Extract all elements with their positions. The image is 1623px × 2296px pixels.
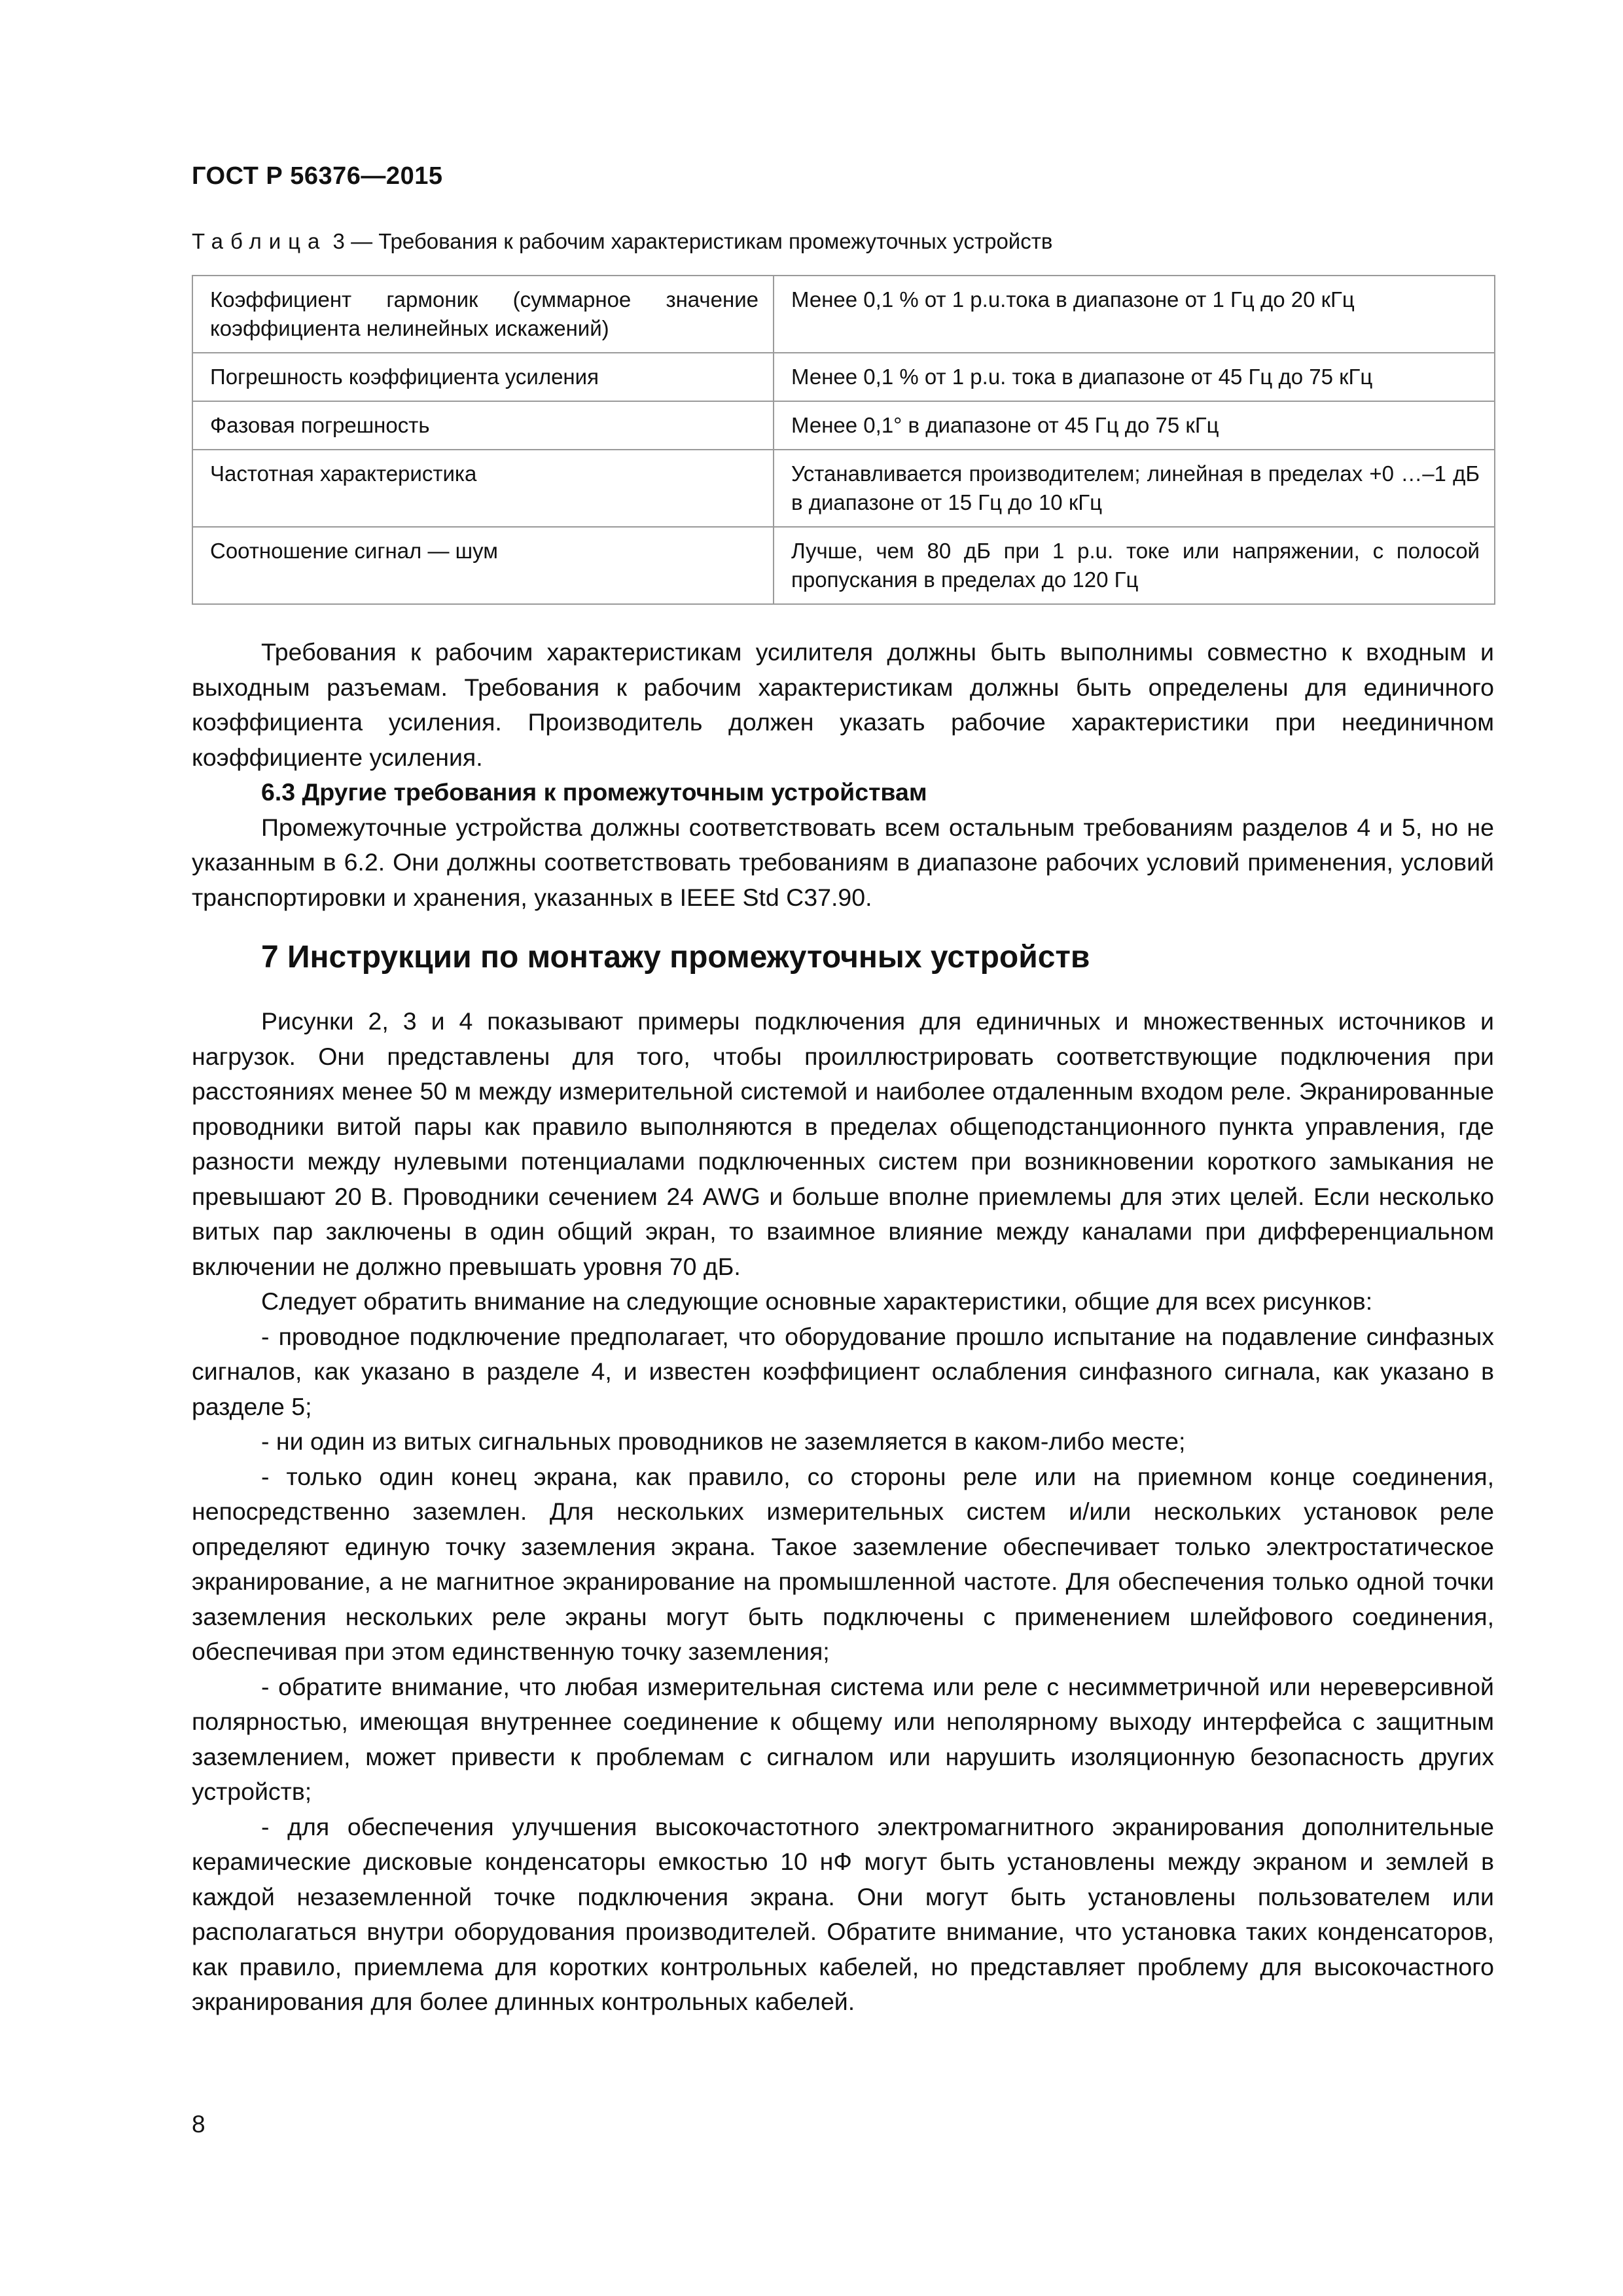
bullet-item-4: - обратите внимание, что любая измерительная система или реле с несимметричной или нереверсивной полярностью, имеющая внутреннее соединение к общему или неполярному выходу интерфейса с защитным заземлением, может привести к проблемам с сигналом или нарушить изоляционную безопасность других устройств; [192, 1672, 1494, 1805]
section-6-3-paragraph: Промежуточные устройства должны соответствовать всем остальным требованиям разделов 4 и 5, но не указанным в 6.2. Они должны соответствовать требованиям в диапазоне рабочих условий применения, условий транспортировки и хранения, указанных в IEEE Std C37.90. [192, 813, 1494, 911]
bullet-item-1: - проводное подключение предполагает, что оборудование прошло испытание на подавление синфазных сигналов, как указано в разделе 4, и известен коэффициент ослабления синфазного сигнала, как указано в разделе 5; [192, 1322, 1494, 1420]
table-caption-text: 3 — Требования к рабочим характеристикам промежуточных устройств [327, 229, 1053, 253]
table-cell-requirement: Менее 0,1° в диапазоне от 45 Гц до 75 кГц [774, 401, 1495, 450]
table-row [192, 353, 1495, 401]
section-7-heading: 7 Инструкции по монтажу промежуточных устройств [261, 940, 1090, 975]
table-cell-requirement: Менее 0,1 % от 1 p.u. тока в диапазоне от 45 Гц до 75 кГц [774, 353, 1495, 401]
table-cell-requirement: Лучше, чем 80 дБ при 1 p.u. токе или напряжении, с полосой пропускания в пределах до 120 Гц [774, 527, 1495, 604]
paragraph-after-table: Требования к рабочим характеристикам усилителя должны быть выполнимы совместно к входным и выходным разъемам. Требования к рабочим характеристикам должны быть определены для единичного коэффициента усиления. Производитель должен указать рабочие характеристики при неединичном коэффициенте усиления. [192, 638, 1494, 771]
bullet-item-2: - ни один из витых сигнальных проводников не заземляется в каком-либо месте; [261, 1427, 1186, 1455]
table-cell-parameter: Коэффициент гармоник (суммарное значение коэффициента нелинейных искажений) [192, 276, 774, 353]
bullet-item-3: - только один конец экрана, как правило, со стороны реле или на приемном конце соединения, непосредственно заземлен. Для нескольких измерительных систем и/или нескольких установок реле определяют единую точку заземления экрана. Такое заземление обеспечивает только электростатическое экранирование, а не магнитное экранирование на промышленной частоте. Для обеспечения только одной точки заземления нескольких реле экраны могут быть подключены с применением шлейфового соединения, обеспечивая при этом единственную точку заземления; [192, 1462, 1494, 1665]
table-row [192, 401, 1495, 450]
table-cell-requirement: Менее 0,1 % от 1 p.u.тока в диапазоне от 1 Гц до 20 кГц [774, 276, 1495, 353]
requirements-table [192, 275, 1495, 605]
table-cell-parameter: Фазовая погрешность [192, 401, 774, 450]
section-6-3-heading: 6.3 Другие требования к промежуточным устройствам [261, 778, 927, 806]
table-row [192, 450, 1495, 527]
section-7-paragraph-2: Следует обратить внимание на следующие основные характеристики, общие для всех рисунков: [261, 1287, 1373, 1315]
document-header: ГОСТ Р 56376—2015 [192, 162, 443, 190]
table-cell-parameter: Соотношение сигнал — шум [192, 527, 774, 604]
table-caption [192, 229, 1494, 254]
bullet-item-5: - для обеспечения улучшения высокочастотного электромагнитного экранирования дополнительные керамические дисковые конденсаторы емкостью 10 нФ могут быть установлены между экраном и землей в каждой незаземленной точке подключения экрана. Они могут быть установлены пользователем или располагаться внутри оборудования производителей. Обратите внимание, что установка таких конденсаторов, как правило, приемлема для коротких контрольных кабелей, но представляет проблему для высокочастного экранирования для более длинных контрольных кабелей. [192, 1812, 1494, 2015]
table-caption-word: Таблица [192, 229, 327, 253]
table-row [192, 527, 1495, 604]
page-number: 8 [192, 2111, 205, 2138]
table-cell-requirement: Устанавливается производителем; линейная в пределах +0 …–1 дБ в диапазоне от 15 Гц до 10 кГц [774, 450, 1495, 527]
body-text [192, 635, 1494, 2020]
table-cell-parameter: Погрешность коэффициента усиления [192, 353, 774, 401]
section-7-paragraph-1: Рисунки 2, 3 и 4 показывают примеры подключения для единичных и множественных источников и нагрузок. Они представлены для того, чтобы проиллюстрировать соответствующие подключения при расстояниях менее 50 м между измерительной системой и наиболее отдаленным входом реле. Экранированные проводники витой пары как правило выполняются в пределах общеподстанционного пункта управления, где разности между нулевыми потенциалами подключенных систем при возникновении короткого замыкания не превышают 20 В. Проводники сечением 24 AWG и больше вполне приемлемы для этих целей. Если несколько витых пар заключены в один общий экран, то взаимное влияние между каналами при дифференциальном включении не должно превышать уровня 70 дБ. [192, 1007, 1494, 1280]
table-row [192, 276, 1495, 353]
table-cell-parameter: Частотная характеристика [192, 450, 774, 527]
